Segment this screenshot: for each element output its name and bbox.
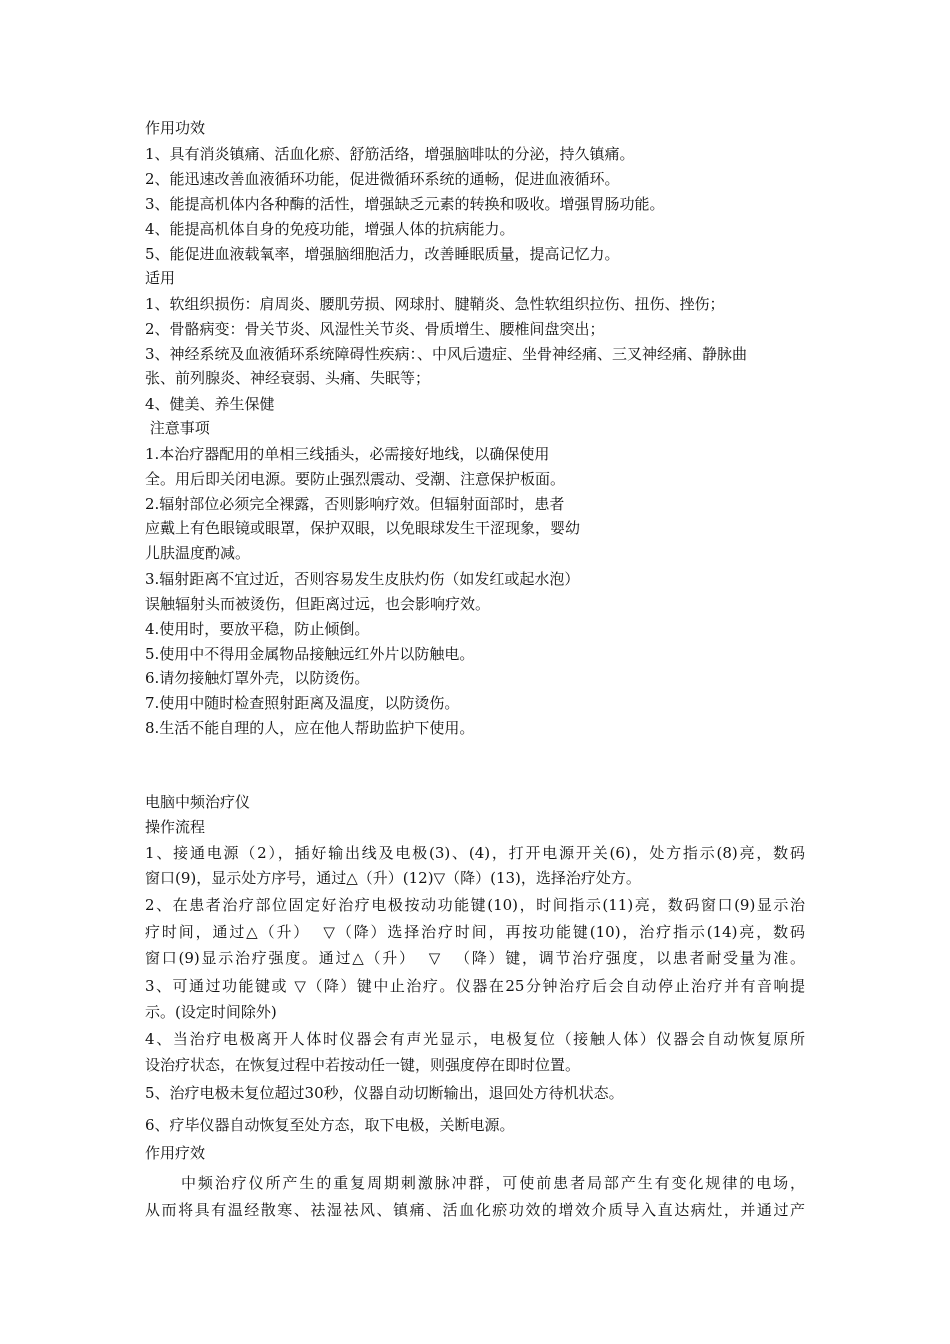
list-item: 窗口(9)显示治疗强度。通过△（升） ▽ （降）键，调节治疗强度，以患者耐受量为准。 [145,949,805,967]
device-title: 电脑中频治疗仪 [145,793,251,811]
paragraph-line: 中频治疗仪所产生的重复周期刺激脉冲群，可使前患者局部产生有变化规律的电场， [181,1174,805,1192]
list-item: 8.生活不能自理的人，应在他人帮助监护下使用。 [145,719,475,737]
paragraph-line: 从而将具有温经散寒、祛湿祛风、镇痛、活血化瘀功效的增效介质导入直达病灶，并通过产 [145,1201,805,1219]
list-item: 4.使用时，要放平稳，防止倾倒。 [145,620,370,638]
list-item: 全。用后即关闭电源。要防止强烈震动、受潮、注意保护板面。 [145,470,566,488]
list-item: 6.请勿接触灯罩外壳，以防烫伤。 [145,669,370,687]
list-item: 5、能促进血液载氧率，增强脑细胞活力，改善睡眠质量，提高记忆力。 [145,245,620,263]
list-item: 3.辐射距离不宜过近，否则容易发生皮肤灼伤（如发红或起水泡） [145,570,580,588]
section-heading-precautions: 注意事项 [145,419,210,437]
list-item: 2、能迅速改善血液循环功能，促进微循环系统的通畅，促进血液循环。 [145,170,620,188]
section-heading-therapeutic-effects: 作用疗效 [145,1144,206,1162]
list-item: 应戴上有色眼镜或眼罩，保护双眼，以免眼球发生干涩现象，婴幼 [145,519,581,537]
list-item: 设治疗状态，在恢复过程中若按动任一键，则强度停在即时位置。 [145,1056,581,1074]
list-item: 儿肤温度酌减。 [145,544,251,562]
list-item: 5.使用中不得用金属物品接触远红外片以防触电。 [145,645,475,663]
section-heading-indications: 适用 [145,269,176,287]
list-item: 1、接通电源（2），插好输出线及电极(3)、(4)，打开电源开关(6)，处方指示(8)亮，数码 [145,844,805,862]
list-item: 2、在患者治疗部位固定好治疗电极按动功能键(10)，时间指示(11)亮，数码窗口(9)显示治 [145,896,805,914]
list-item: 7.使用中随时检查照射距离及温度，以防烫伤。 [145,694,460,712]
list-item: 4、健美、养生保健 [145,395,275,413]
list-item: 误触辐射头而被烫伤，但距离过远，也会影响疗效。 [145,595,491,613]
list-item: 1、具有消炎镇痛、活血化瘀、舒筋活络，增强脑啡呔的分泌，持久镇痛。 [145,145,635,163]
list-item: 3、神经系统及血液循环系统障碍性疾病：、中风后遗症、坐骨神经痛、三叉神经痛、静脉曲 [145,345,748,363]
list-item: 2、骨骼病变：骨关节炎、风湿性关节炎、骨质增生、腰椎间盘突出； [145,320,605,338]
list-item: 3、可通过功能键或 ▽（降）键中止治疗。仪器在25分钟治疗后会自动停止治疗并有音响提 [145,977,805,995]
section-heading-procedure: 操作流程 [145,818,206,836]
list-item: 4、能提高机体自身的免疫功能，增强人体的抗病能力。 [145,220,515,238]
list-item: 疗时间，通过△（升） ▽（降）选择治疗时间，再按功能键(10)，治疗指示(14)亮，数码 [145,923,805,941]
list-item: 1.本治疗器配用的单相三线插头，必需接好地线，以确保使用 [145,445,550,463]
list-item: 5、治疗电极未复位超过30秒，仪器自动切断输出，退回处方待机状态。 [145,1084,624,1102]
list-item: 4、当治疗电极离开人体时仪器会有声光显示，电极复位（接触人体）仪器会自动恢复原所 [145,1030,805,1048]
list-item: 2.辐射部位必须完全裸露，否则影响疗效。但辐射面部时，患者 [145,495,565,513]
list-item: 6、疗毕仪器自动恢复至处方态，取下电极，关断电源。 [145,1116,515,1134]
list-item: 示。(设定时间除外) [145,1003,277,1021]
list-item: 1、软组织损伤：肩周炎、腰肌劳损、网球肘、腱鞘炎、急性软组织拉伤、扭伤、挫伤； [145,295,725,313]
list-item: 张、前列腺炎、神经衰弱、头痛、失眠等； [145,369,431,387]
list-item: 窗口(9)，显示处方序号，通过△（升）(12)▽（降）(13)，选择治疗处方。 [145,869,641,887]
list-item: 3、能提高机体内各种酶的活性，增强缺乏元素的转换和吸收。增强胃肠功能。 [145,195,665,213]
section-heading-effects: 作用功效 [145,119,206,137]
